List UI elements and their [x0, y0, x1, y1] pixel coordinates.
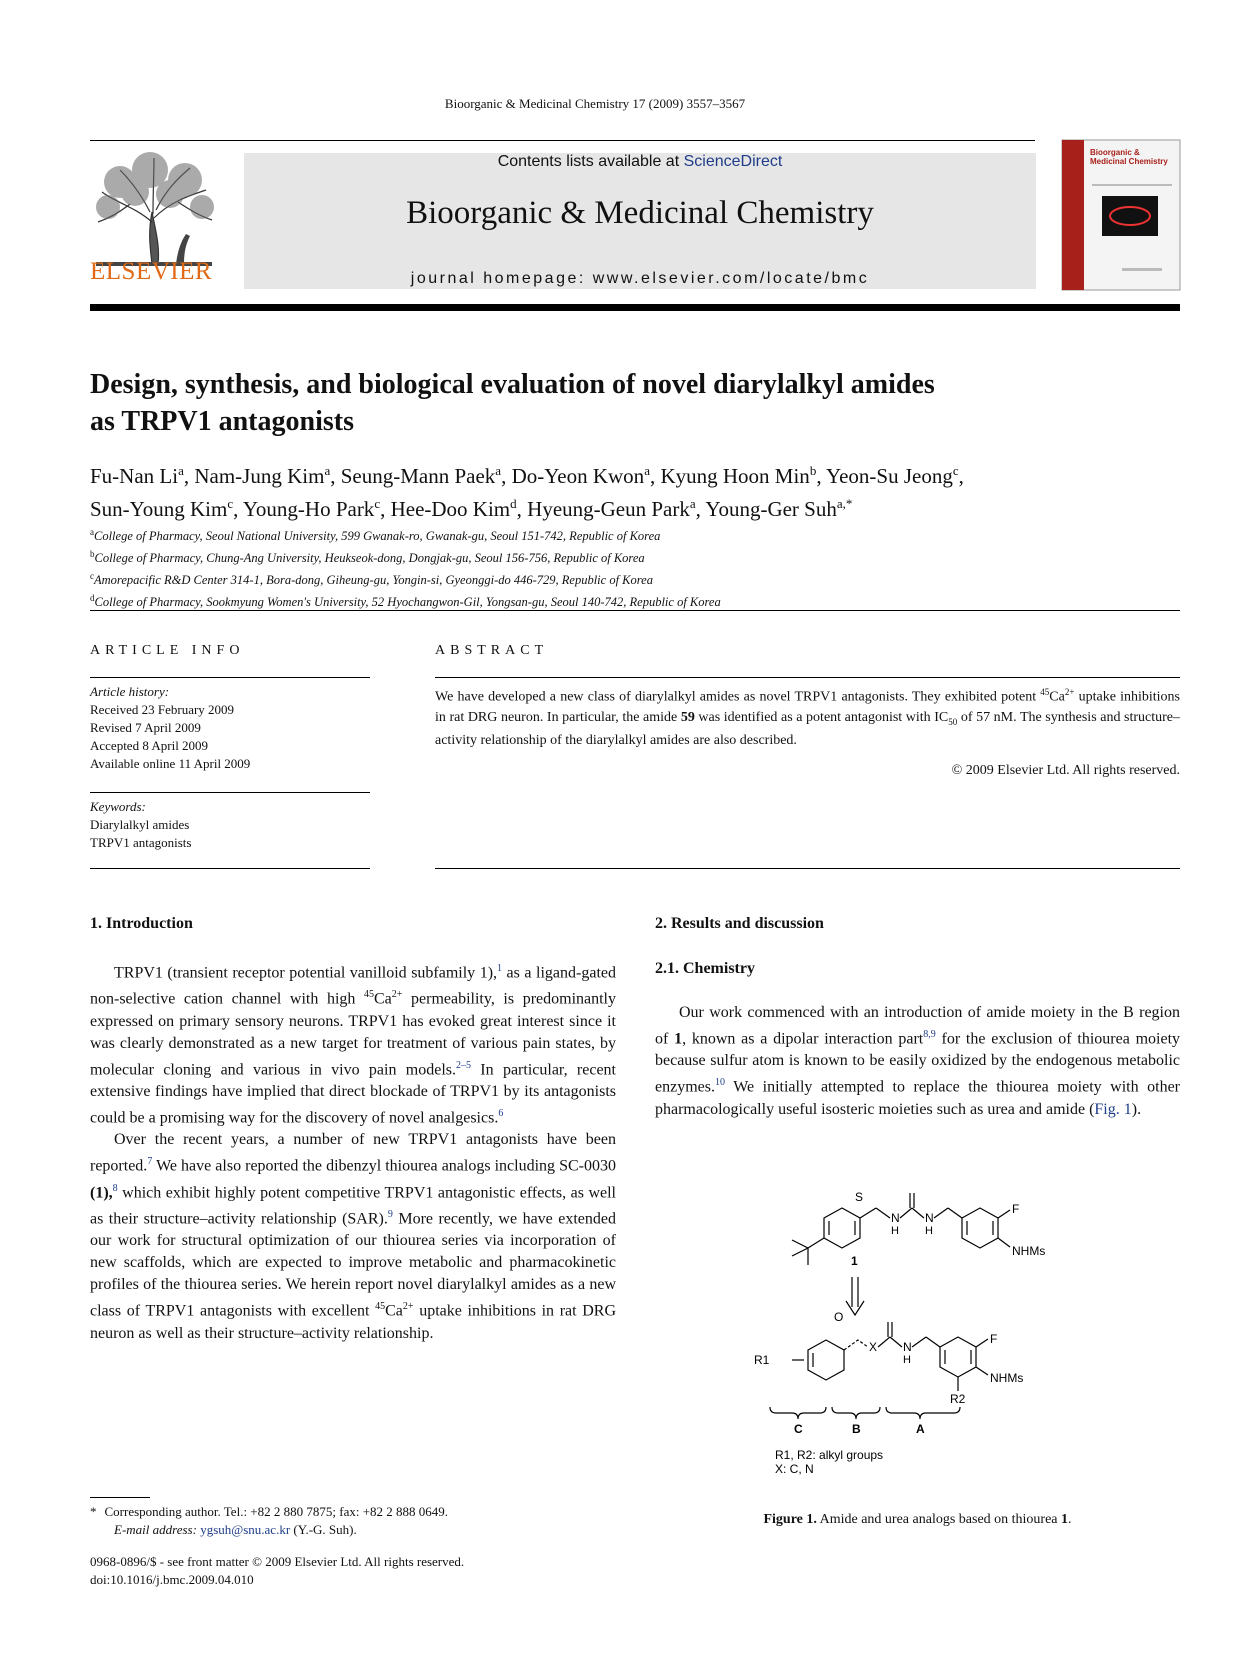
affiliation-item: $^d$College of Pharmacy, Sookmyung Women's University, 52 Hyochangwon-Gil, Yongsan-gu, Seoul 140-742, Republic of Korea [90, 593, 721, 610]
intro-heading: 1. Introduction [90, 915, 193, 932]
intro-paragraph-2: Over the recent years, a number of new TRPV1 antagonists have been reported.$^7$ We have also reported the dibenzyl thiourea analogs including SC-0030 (1),$^8$ which exhibit highly potent competitive TRPV1 antagonistic effects, as well as their structure–activity relationship (SAR).$^9$ More recently, we have extended our work for structural optimization of our thiourea series via incorporation of new scaffolds, which are expected to improve metabolic and pharmacokinetic profiles of the thiourea series. We herein report novel diarylalkyl amides as a new class of TRPV1 antagonists with excellent $^{45}Ca^{2+}$ uptake inhibitions in rat DRG neuron as well as their structure–activity relationship. [90, 1131, 617, 1342]
ref-link[interactable]: 6 [498, 1107, 504, 1119]
author-affiliation-mark: d [510, 496, 517, 511]
front-matter [90, 1553, 650, 1589]
intro-paragraph-1: TRPV1 (transient receptor potential vanilloid subfamily 1),$^1$ as a ligand-gated non-selective cation channel with high $^{45}Ca^{2+}$ permeability, is predominantly expressed on primary sensory neurons. TRPV1 has evoked great interest since it was clearly demonstrated as a new target for treatment of various pain states, by molecular cloning and various in vivo pain models.$^{2-5}$ In particular, recent extensive findings have implied that direct blockade of TRPV1 by its antagonists could be a promising way for the discovery of novel analgesics.$^6$ [90, 963, 617, 1127]
author-name[interactable]: Yeon-Su Jeong [826, 464, 953, 488]
author-separator: , [649, 464, 661, 488]
history-received: Received 23 February 2009 [90, 702, 235, 717]
ref-link[interactable]: 8 [112, 1182, 118, 1194]
cover-title: Bioorganic & Medicinal Chemistry [1090, 148, 1168, 166]
ref-link[interactable]: 7 [147, 1156, 153, 1168]
abstract-rule [435, 677, 1180, 678]
author-affiliation-mark: a [644, 463, 650, 478]
author-affiliation-mark: a [689, 496, 696, 511]
hydrogen-label: H [903, 1354, 911, 1366]
affiliation-rule [90, 610, 1180, 611]
title-line-2: as TRPV1 antagonists [90, 406, 354, 437]
fluorine-label: F [990, 1332, 998, 1346]
region-b-label: B [852, 1422, 861, 1436]
figure-1 [754, 1185, 1160, 1495]
journal-banner [244, 153, 1036, 289]
author-affiliation-mark: a [324, 463, 331, 478]
journal-citation: Bioorganic & Medicinal Chemistry 17 (2009) 3557–3567 [444, 96, 746, 111]
figure-caption: Figure 1. Amide and urea analogs based on thiourea 1. [763, 1512, 1072, 1527]
author-name[interactable]: Hyeung-Geun Park [527, 497, 690, 521]
history-label: Article history: [90, 684, 170, 699]
nitrogen-label: N [925, 1211, 934, 1225]
author-name[interactable]: Do-Yeon Kwon [511, 464, 645, 488]
region-a-label: A [916, 1422, 925, 1436]
author-name[interactable]: Nam-Jung Kim [194, 464, 325, 488]
issn-line: 0968-0896/$ - see front matter © 2009 Elsevier Ltd. All rights reserved. [90, 1554, 465, 1569]
hydrogen-label: H [925, 1225, 933, 1237]
ref-link[interactable]: 1 [497, 963, 503, 974]
fluorine-label: F [1012, 1202, 1020, 1216]
author-separator: , [183, 464, 195, 488]
nhms-label: NHMs [1012, 1244, 1046, 1258]
r1-label: R1 [754, 1353, 770, 1367]
intro-text [90, 958, 616, 1345]
nitrogen-label: N [891, 1211, 900, 1225]
sulfur-label: S [855, 1190, 864, 1204]
abstract-bottom-rule [435, 868, 1180, 869]
corresponding-footnote: * Corresponding author. Tel.: +82 2 880 7875; fax: +82 2 888 0649. E-mail address: ygsuh@snu.ac.kr (Y.-G. Suh). [90, 1504, 449, 1537]
author-separator: , [330, 464, 341, 488]
r2-label: R2 [950, 1392, 966, 1406]
keywords-label: Keywords: [90, 799, 146, 814]
author-name[interactable]: Sun-Young Kim [90, 497, 228, 521]
ref-link[interactable]: 10 [714, 1077, 725, 1089]
article-info-heading: ARTICLE INFO [90, 643, 245, 658]
author-name[interactable]: Hee-Doo Kim [390, 497, 511, 521]
contents-line [244, 153, 1036, 171]
article-history [90, 683, 370, 773]
keywords [90, 798, 370, 852]
compound-1-label: 1 [851, 1254, 858, 1268]
figure-1-link[interactable]: Fig. 1 [1094, 1100, 1132, 1118]
author-separator: , [380, 497, 391, 521]
author-separator: , [516, 497, 528, 521]
journal-title: Bioorganic & Medicinal Chemistry [406, 195, 874, 231]
chemical-structures [754, 1185, 1160, 1495]
history-online: Available online 11 April 2009 [90, 756, 251, 771]
author-name[interactable]: Fu-Nan Li [90, 464, 179, 488]
author-affiliation-mark: c [227, 496, 234, 511]
abstract-copyright: © 2009 Elsevier Ltd. All rights reserved. [951, 763, 1180, 778]
author-name[interactable]: Seung-Mann Paek [340, 464, 496, 488]
title-line-1: Design, synthesis, and biological evaluation of novel diarylalkyl amides [90, 369, 935, 400]
results-heading: 2. Results and discussion [655, 915, 824, 932]
history-revised: Revised 7 April 2009 [90, 720, 201, 735]
author-separator: , [958, 464, 964, 488]
journal-cover [1062, 140, 1180, 290]
sciencedirect-link[interactable]: ScienceDirect [683, 153, 783, 170]
author-name[interactable]: Kyung Hoon Min [660, 464, 810, 488]
chemistry-paragraph-1: Our work commenced with an introduction of amide moiety in the B region of 1, known as a dipolar interaction part$^{8,9}$ for the exclusion of thiourea moiety because sulfur atom is known to be easily oxidized by the endogenous metabolic enzymes.$^{10}$ We initially attempted to replace the thiourea moiety with other pharmacologically useful isosteric moieties such as urea and amide (Fig. 1). [655, 1004, 1181, 1118]
article-title [90, 366, 1180, 440]
footnote-rule [90, 1497, 150, 1498]
keywords-rule [90, 792, 370, 793]
affiliation-list [90, 523, 1190, 612]
elsevier-wordmark: ELSEVIER [90, 258, 213, 285]
author-name[interactable]: Young-Ger Suh [705, 497, 837, 521]
contents-prefix: Contents lists available at [497, 153, 680, 170]
author-affiliation-mark: c [374, 496, 381, 511]
author-affiliation-mark: a,* [836, 496, 853, 511]
ref-link[interactable]: 8,9 [923, 1029, 936, 1040]
doi-line[interactable]: doi:10.1016/j.bmc.2009.04.010 [90, 1572, 254, 1587]
author-affiliation-mark: a [495, 463, 502, 478]
author-separator: , [816, 464, 827, 488]
chemistry-subheading: 2.1. Chemistry [655, 960, 755, 977]
author-separator: , [695, 497, 706, 521]
author-affiliation-mark: b [809, 463, 817, 478]
affiliation-item: $^b$College of Pharmacy, Chung-Ang University, Heukseok-dong, Dongjak-gu, Seoul 156-756, Republic of Korea [90, 549, 645, 566]
x-label: X [869, 1340, 878, 1354]
author-name[interactable]: Young-Ho Park [242, 497, 375, 521]
ref-link[interactable]: 2–5 [456, 1059, 471, 1071]
ref-link[interactable]: 9 [387, 1208, 393, 1220]
oxygen-label: O [834, 1310, 844, 1324]
chemistry-text [655, 1002, 1180, 1121]
nitrogen-label: N [903, 1340, 912, 1354]
affiliation-item: $^a$College of Pharmacy, Seoul National University, 599 Gwanak-ro, Gwanak-gu, Seoul 151-742, Republic of Korea [90, 527, 661, 544]
email-link[interactable]: ygsuh@snu.ac.kr [200, 1522, 291, 1537]
abstract-heading: ABSTRACT [435, 643, 549, 658]
history-accepted: Accepted 8 April 2009 [90, 738, 209, 753]
header-rule [90, 140, 1035, 141]
author-separator: , [501, 464, 512, 488]
keyword-item: TRPV1 antagonists [90, 835, 192, 850]
region-c-label: C [794, 1422, 803, 1436]
authors-line-1 [90, 457, 1190, 490]
author-affiliation-mark: a [178, 463, 184, 478]
article-info-rule [90, 677, 370, 678]
legend-line-1: R1, R2: alkyl groups [775, 1448, 884, 1462]
affiliation-item: $^c$Amorepacific R&D Center 314-1, Bora-dong, Giheung-gu, Yongin-si, Gyeonggi-do 446-729, Republic of Korea [90, 571, 653, 588]
hydrogen-label: H [891, 1225, 899, 1237]
journal-homepage[interactable]: journal homepage: www.elsevier.com/locate/bmc [410, 270, 870, 287]
abstract-text: We have developed a new class of diarylalkyl amides as novel TRPV1 antagonists. They exhibited potent $^{45}Ca^{2+}$ uptake inhibitions in rat DRG neuron. In particular, the amide 59 was identified as a potent antagonist with $IC_{50}$ of 57 nM. The synthesis and structure–activity relationship of the diarylalkyl amides are also described. [435, 687, 1181, 749]
compound-59: 59 [680, 709, 695, 725]
author-affiliation-mark: c [952, 463, 959, 478]
nhms-label: NHMs [990, 1371, 1024, 1385]
article-info-bottom-rule [90, 868, 370, 869]
author-separator: , [233, 497, 243, 521]
keyword-item: Diarylalkyl amides [90, 817, 190, 832]
legend-line-2: X: C, N [775, 1462, 814, 1476]
authors-line-2 [90, 490, 1190, 523]
header-thick-rule [90, 304, 1180, 311]
asterisk-icon: * [90, 1504, 97, 1519]
author-list [90, 457, 1190, 523]
